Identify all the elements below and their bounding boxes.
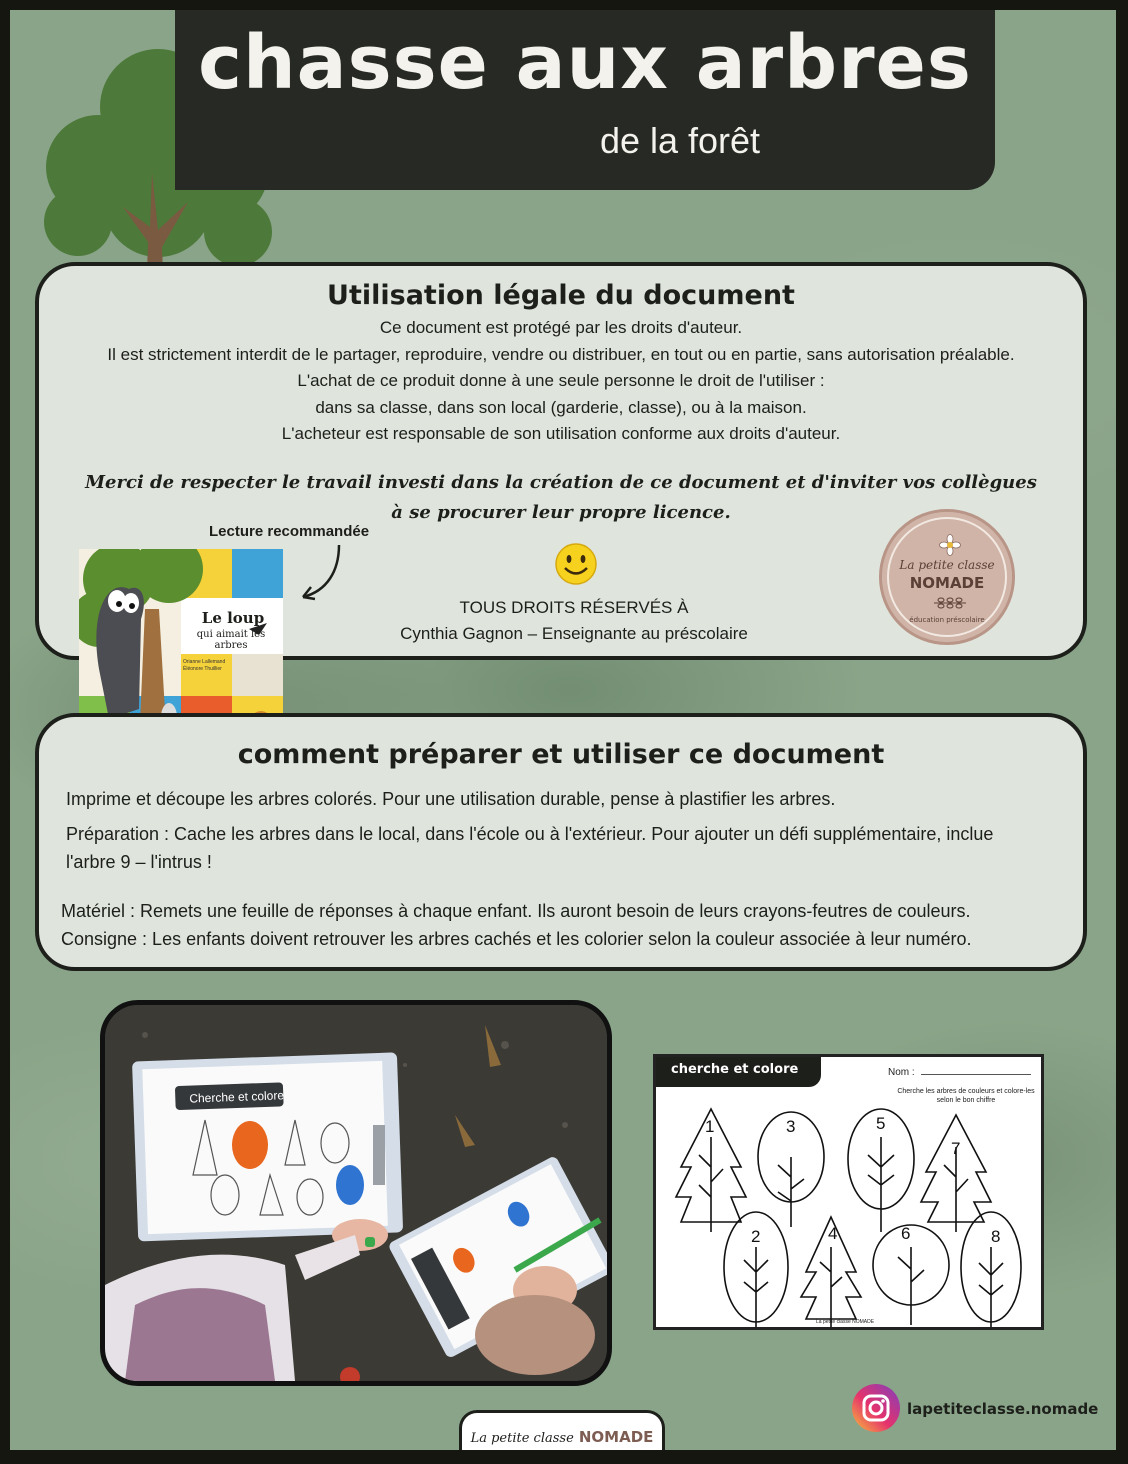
worksheet-tab: cherche et colore: [656, 1057, 821, 1087]
legal-line: L'achat de ce produit donne à une seule personne le droit de l'utiliser :: [297, 371, 825, 390]
book-author: Orianne Lallemand: [183, 659, 226, 665]
book-title: Le loup: [201, 609, 265, 627]
photo-sheet-title: Cherche et colore: [189, 1088, 285, 1106]
document-page: [10, 10, 1116, 1450]
worksheet-name-field: [888, 1067, 1031, 1078]
merci-line: à se procurer leur propre licence.: [391, 502, 731, 523]
instructions-panel: [35, 713, 1087, 971]
footer-brand-tab: [459, 1410, 665, 1450]
book-subtitle: qui aimait les arbres: [196, 629, 266, 651]
rights-title: TOUS DROITS RÉSERVÉS À: [459, 598, 689, 617]
page-title: chasse aux arbres: [198, 20, 972, 106]
tree-number: 5: [876, 1114, 886, 1133]
rights-author: Cynthia Gagnon – Enseignante au préscolaire: [400, 624, 748, 643]
title-banner: [175, 10, 995, 190]
recommended-reading-label: Lecture recommandée: [209, 523, 370, 540]
brand-logo: [879, 509, 1015, 645]
curved-arrow-icon: [297, 541, 347, 601]
tree-number: 8: [991, 1227, 1001, 1246]
logo-brand: NOMADE: [909, 574, 985, 592]
logo-text: La petite classe: [899, 558, 995, 572]
instructions-heading: comment préparer et utiliser ce document: [237, 739, 885, 770]
tree-number: 1: [705, 1117, 715, 1136]
instruction-line: Imprime et découpe les arbres colorés. Pour une utilisation durable, pense à plastifier les arbres.: [66, 789, 836, 809]
instruction-line: Préparation : Cache les arbres dans le local, dans l'école ou à l'extérieur. Pour ajouter un défi supplémentaire, inclue: [66, 824, 994, 844]
footer-brand-name: NOMADE: [578, 1428, 654, 1446]
legal-heading: Utilisation légale du document: [327, 280, 795, 311]
book-illustrator: Éléonore Thuillier: [183, 666, 222, 672]
instruction-line: Consigne : Les enfants doivent retrouver les arbres cachés et les colorier selon la couleur associée à leur numéro.: [61, 929, 972, 949]
smiley-icon: [554, 542, 598, 586]
merci-line: Merci de respecter le travail investi dans la création de ce document et d'inviter vos collègues: [85, 472, 1037, 493]
legal-line: L'acheteur est responsable de son utilisation conforme aux droits d'auteur.: [281, 424, 841, 443]
instagram-handle[interactable]: lapetiteclasse.nomade: [907, 1400, 1099, 1418]
flower-icon: [939, 534, 961, 556]
activity-photo: [100, 1000, 612, 1386]
worksheet-footer: La petite classe NOMADE: [816, 1319, 875, 1325]
tree-number: 4: [828, 1224, 838, 1243]
worksheet-trees: [656, 1097, 1041, 1327]
tree-number: 3: [786, 1117, 796, 1136]
worksheet-instruction: Cherche les arbres de couleurs et colore-les selon le bon chiffre: [897, 1088, 1035, 1104]
legal-line: Ce document est protégé par les droits d'auteur.: [379, 318, 743, 337]
tree-number: 6: [901, 1224, 911, 1243]
legal-line: dans sa classe, dans son local (garderie, classe), ou à la maison.: [315, 398, 807, 417]
instruction-line: Matériel : Remets une feuille de réponses à chaque enfant. Ils auront besoin de leurs crayons-feutres de couleurs.: [61, 901, 971, 921]
worksheet-name-label: Nom :: [888, 1067, 915, 1078]
worksheet-preview: [653, 1054, 1044, 1330]
instruction-line: l'arbre 9 – l'intrus !: [66, 852, 212, 872]
footer-brand-text: La petite classe: [470, 1431, 574, 1446]
page-subtitle: de la forêt: [599, 120, 761, 161]
leaf-sprig-icon: [932, 595, 968, 611]
logo-tagline: éducation préscolaire: [909, 616, 985, 624]
instagram-icon[interactable]: [851, 1383, 901, 1433]
legal-line: Il est strictement interdit de le partager, reproduire, vendre ou distribuer, en tout ou en partie, sans autorisation préalable.: [107, 345, 1015, 364]
tree-number: 2: [751, 1227, 761, 1246]
tree-number: 7: [951, 1139, 961, 1158]
legal-panel: [35, 262, 1087, 672]
